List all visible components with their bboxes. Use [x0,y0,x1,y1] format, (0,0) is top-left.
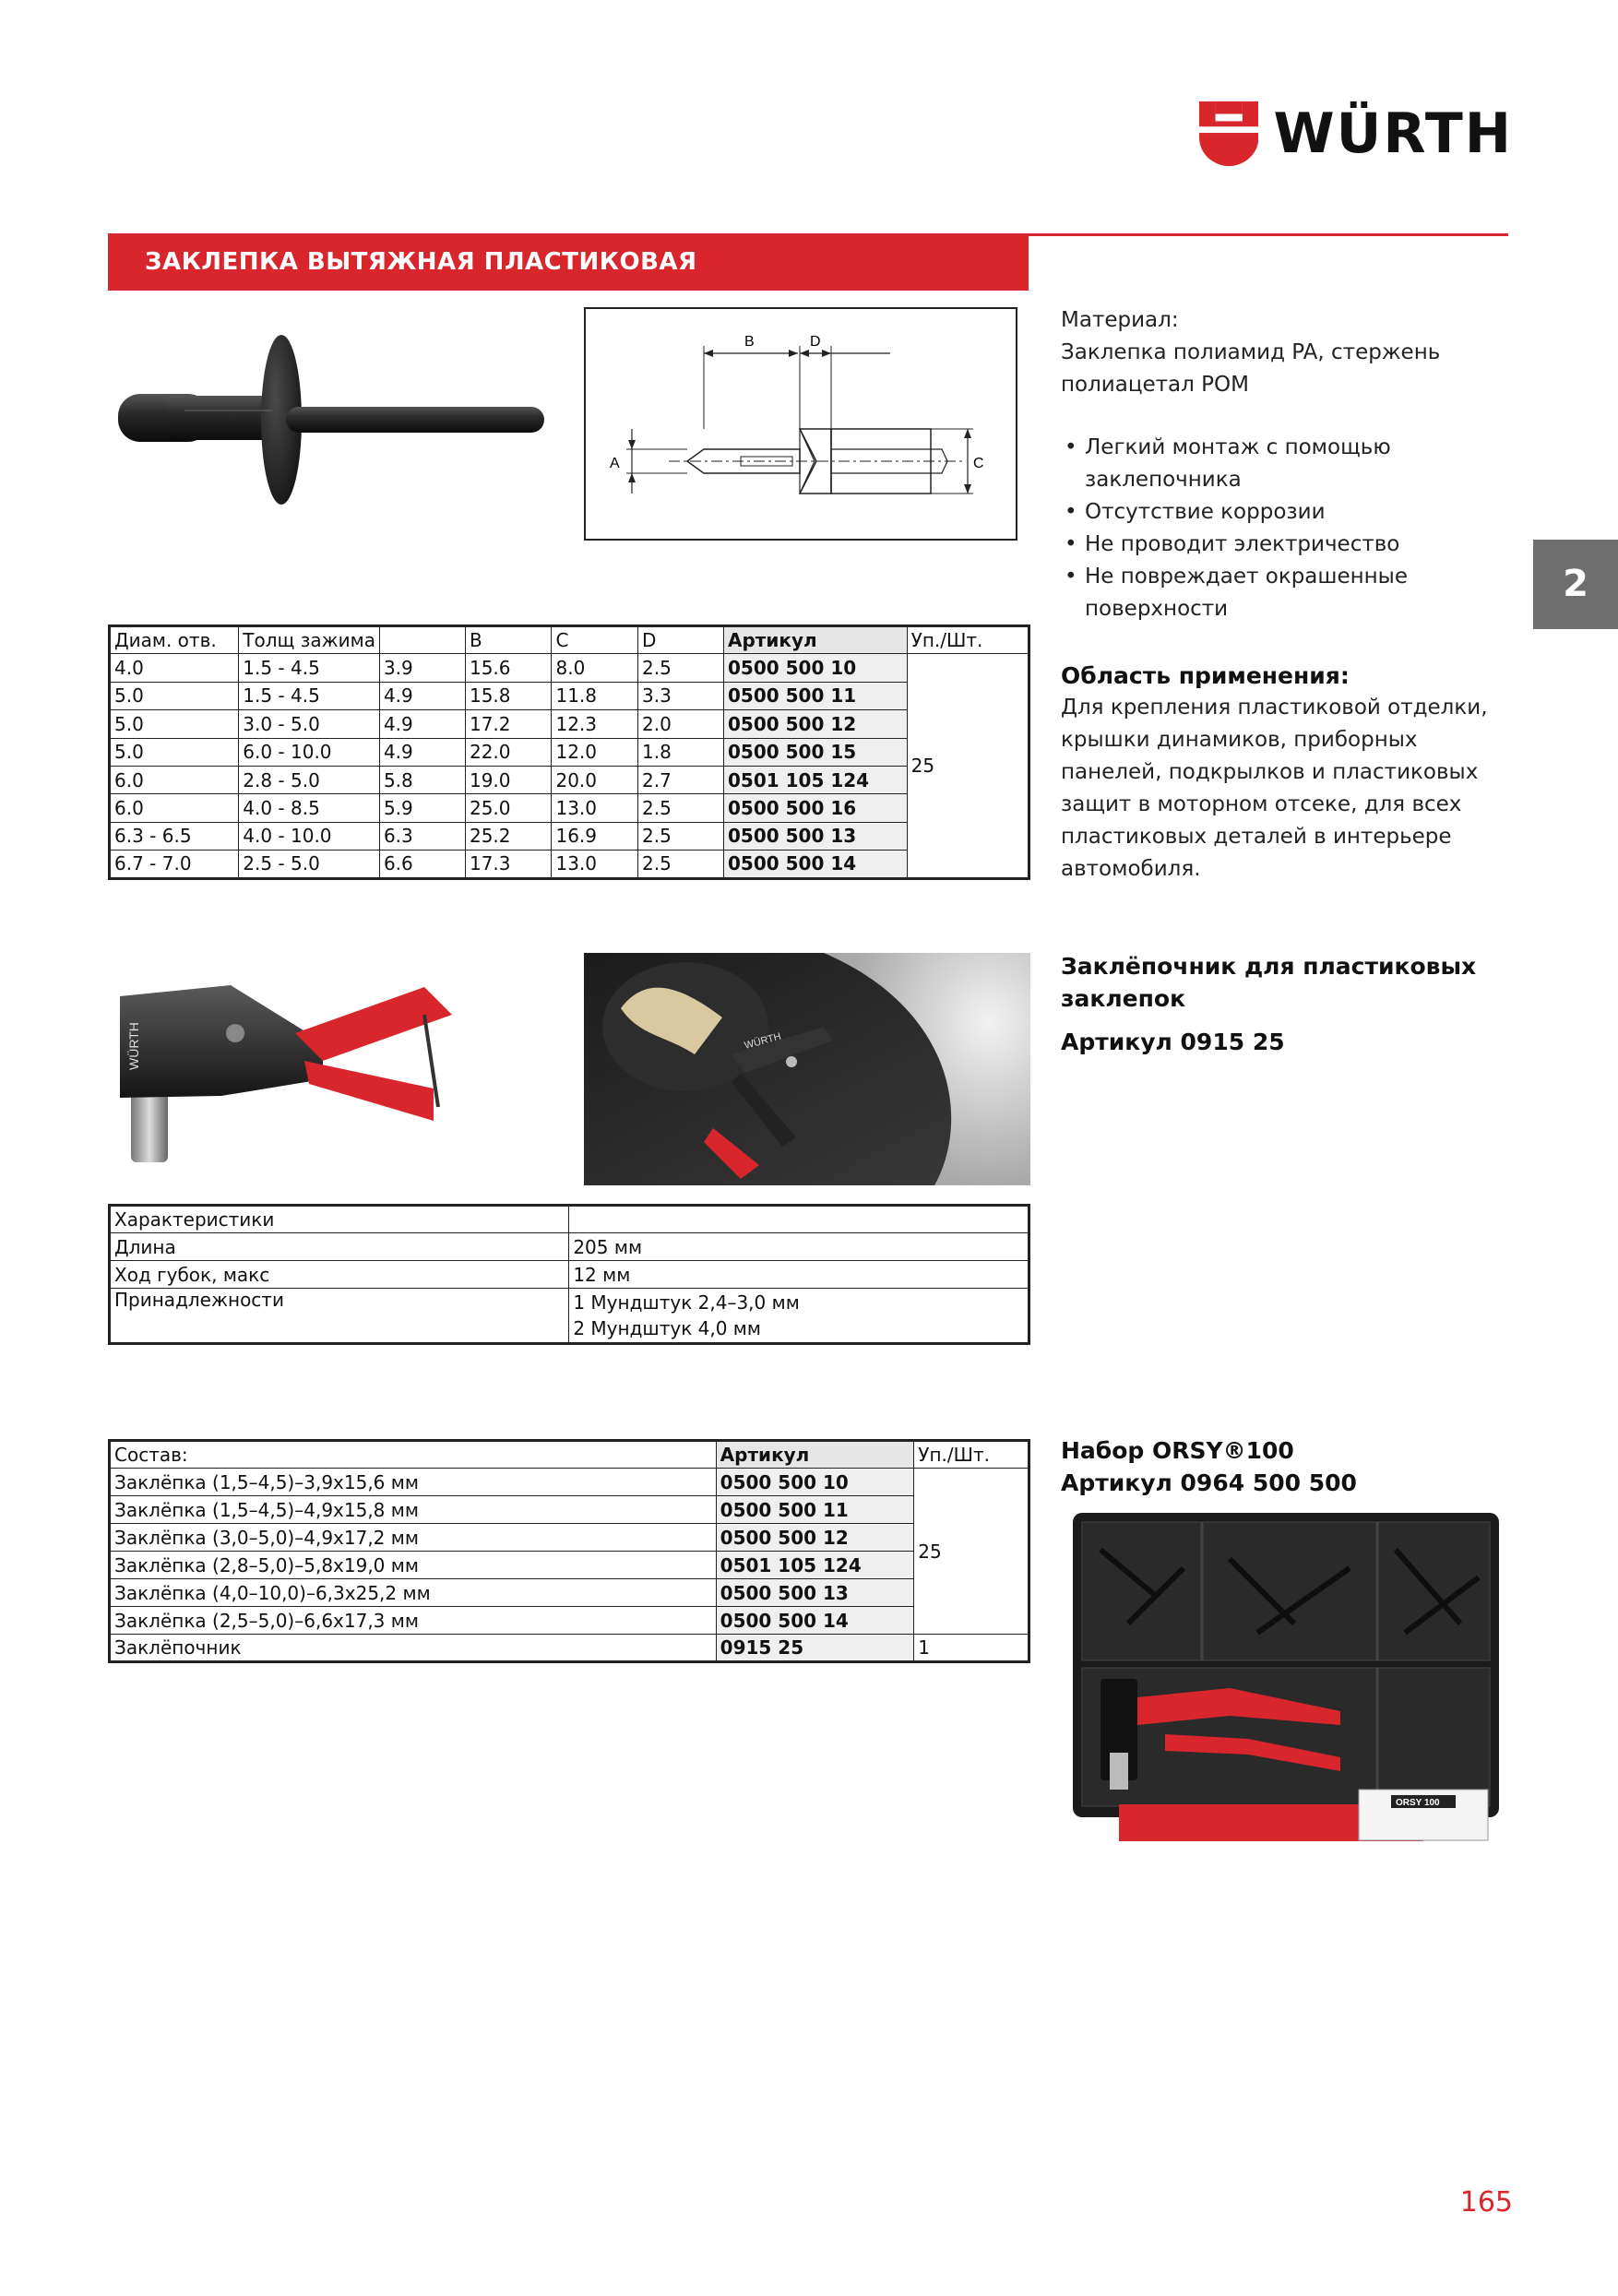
feature-list [1061,432,1494,625]
wurth-logo-icon [1199,101,1258,167]
cell: 3.9 [379,654,465,682]
svg-text:WÜRTH: WÜRTH [743,1030,783,1052]
material-label: Материал: [1061,308,1179,332]
cell: 5.0 [110,710,239,738]
table-row [110,766,1029,793]
svg-text:WÜRTH: WÜRTH [126,1022,141,1070]
table-row [110,682,1029,709]
cell: 13.0 [552,851,638,878]
header-cell: D [637,626,723,654]
cell: 3.3 [637,682,723,709]
wurth-logo [1199,97,1513,171]
article-cell: 0500 500 10 [716,1469,914,1496]
cell: 25.2 [465,822,552,850]
cell: 1.8 [637,738,723,766]
value-cell: 205 мм [569,1233,1029,1261]
cell: 17.2 [465,710,552,738]
brand-name: WÜRTH [1273,101,1513,166]
material-block [1061,304,1504,401]
page-title: ЗАКЛЕПКА ВЫТЯЖНАЯ ПЛАСТИКОВАЯ [108,233,1029,291]
label-cell: Ход губок, макс [110,1261,569,1289]
table-row [110,1635,1029,1662]
article-cell: 0501 105 124 [724,766,908,793]
table-row [110,654,1029,682]
table-row [110,1261,1029,1289]
riveter-tool-photo [111,959,553,1181]
orsy-box-label: ORSY 100 [1396,1798,1440,1808]
article-cell: 0500 500 10 [724,654,908,682]
article-cell: 0500 500 12 [716,1524,914,1552]
material-text: Заклепка полиамид PA, стержень полиацетал POM [1061,340,1441,397]
cell: 8.0 [552,654,638,682]
cell: 5.9 [379,794,465,822]
header-cell: Уп./Шт. [914,1441,1029,1469]
chapter-tab[interactable]: 2 [1533,540,1618,629]
cell: 3.0 - 5.0 [239,710,380,738]
cell: 4.0 - 8.5 [239,794,380,822]
rivet-photo [111,327,553,512]
cell: 22.0 [465,738,552,766]
value-line: 1 Мундштук 2,4–3,0 мм [573,1291,800,1314]
cell: 5.0 [110,682,239,709]
table-row [110,1579,1029,1607]
cell: 2.0 [637,710,723,738]
cell: 2.5 [637,851,723,878]
cell: 4.0 [110,654,239,682]
cell: 4.9 [379,710,465,738]
table-row [110,1469,1029,1496]
header-cell: B [465,626,552,654]
article-cell: 0915 25 [716,1635,914,1662]
cell: Заклёпка (1,5–4,5)–4,9x15,8 мм [110,1496,717,1524]
header-cell: Артикул [716,1441,914,1469]
table-header-row [110,1441,1029,1469]
diagram-label-c: C [973,456,984,471]
tool-heading: Заклёпочник для пластиковых заклепок [1061,953,1477,1012]
cell: Заклёпка (2,8–5,0)–5,8x19,0 мм [110,1552,717,1579]
pack-cell: 25 [914,1469,1029,1635]
cell: 13.0 [552,794,638,822]
cell: 6.0 - 10.0 [239,738,380,766]
cell: Заклёпка (2,5–5,0)–6,6x17,3 мм [110,1607,717,1635]
cell: 2.7 [637,766,723,793]
table-row [110,1607,1029,1635]
cell: 15.8 [465,682,552,709]
header-cell [379,626,465,654]
characteristics-table [108,1204,1030,1345]
table-header-row [110,1206,1029,1233]
table-row [110,1496,1029,1524]
cell: 6.3 [379,822,465,850]
article-cell: 0500 500 14 [716,1607,914,1635]
cell: 6.3 - 6.5 [110,822,239,850]
table-row [110,851,1029,878]
table-row [110,794,1029,822]
tool-article: Артикул 0915 25 [1061,1029,1285,1055]
cell: Заклёпочник [110,1635,717,1662]
header-cell: Артикул [724,626,908,654]
cell: 6.0 [110,766,239,793]
cell: 20.0 [552,766,638,793]
cell: 1.5 - 4.5 [239,654,380,682]
table-row [110,1552,1029,1579]
table-row [110,822,1029,850]
rivet-spec-table [108,625,1030,880]
feature-item: • Легкий монтаж с помощью заклепочника [1061,432,1494,496]
table-row [110,1233,1029,1261]
pack-cell: 1 [914,1635,1029,1662]
cell: 2.5 [637,654,723,682]
orsy-set-photo [1073,1513,1499,1845]
application-text: Для крепления пластиковой отделки, крышки динамиков, приборных панелей, подкрылков и пластиковых защит в моторном отсеке, для всех пластиковых деталей в интерьере автомобиля. [1061,696,1488,881]
cell: 4.9 [379,738,465,766]
cell: 12.3 [552,710,638,738]
cell: 12.0 [552,738,638,766]
article-cell: 0500 500 11 [716,1496,914,1524]
feature-item: • Не проводит электричество [1061,529,1494,561]
cell: 11.8 [552,682,638,709]
article-cell: 0500 500 13 [724,822,908,850]
label-cell: Длина [110,1233,569,1261]
header-cell: Уп./Шт. [907,626,1029,654]
header-cell: Диам. отв. [110,626,239,654]
header-cell: Толщ зажима [239,626,380,654]
cell: 2.5 [637,794,723,822]
cell: 4.9 [379,682,465,709]
header-cell [569,1206,1029,1233]
cell: 16.9 [552,822,638,850]
diagram-label-a: A [610,456,620,471]
article-cell: 0500 500 13 [716,1579,914,1607]
cell: Заклёпка (3,0–5,0)–4,9x17,2 мм [110,1524,717,1552]
set-heading: Набор ORSY®100 [1061,1437,1294,1464]
set-contents-table [108,1439,1030,1663]
article-cell: 0500 500 11 [724,682,908,709]
cell: 5.8 [379,766,465,793]
value-cell [569,1289,1029,1344]
application-heading: Область применения: [1061,662,1350,689]
article-cell: 0500 500 12 [724,710,908,738]
set-article: Артикул 0964 500 500 [1061,1469,1357,1496]
cell: 1.5 - 4.5 [239,682,380,709]
header-cell: Состав: [110,1441,717,1469]
article-cell: 0500 500 15 [724,738,908,766]
feature-item: • Отсутствие коррозии [1061,496,1494,529]
table-row [110,1289,1029,1344]
cell: 25.0 [465,794,552,822]
header-cell: C [552,626,638,654]
value-line: 2 Мундштук 4,0 мм [573,1317,761,1339]
header-cell: Характеристики [110,1206,569,1233]
rivet-dimension-diagram [584,307,1017,541]
article-cell: 0500 500 16 [724,794,908,822]
cell: Заклёпка (1,5–4,5)–3,9x15,6 мм [110,1469,717,1496]
pack-cell: 25 [907,654,1029,878]
cell: 4.0 - 10.0 [239,822,380,850]
feature-item: • Не повреждает окрашенные поверхности [1061,561,1494,625]
page-number: 165 [1459,2186,1513,2219]
cell: 2.5 - 5.0 [239,851,380,878]
cell: Заклёпка (4,0–10,0)–6,3x25,2 мм [110,1579,717,1607]
cell: 6.0 [110,794,239,822]
cell: 19.0 [465,766,552,793]
cell: 6.7 - 7.0 [110,851,239,878]
cell: 6.6 [379,851,465,878]
article-cell: 0500 500 14 [724,851,908,878]
cell: 2.5 [637,822,723,850]
value-cell: 12 мм [569,1261,1029,1289]
table-header-row [110,626,1029,654]
diagram-label-d: D [810,334,821,350]
label-cell: Принадлежности [110,1289,569,1344]
diagram-label-b: B [744,334,755,350]
cell: 2.8 - 5.0 [239,766,380,793]
riveter-in-use-photo [584,953,1030,1185]
cell: 17.3 [465,851,552,878]
table-row [110,710,1029,738]
table-row [110,738,1029,766]
cell: 5.0 [110,738,239,766]
table-row [110,1524,1029,1552]
article-cell: 0501 105 124 [716,1552,914,1579]
cell: 15.6 [465,654,552,682]
header-rule [1029,233,1508,236]
